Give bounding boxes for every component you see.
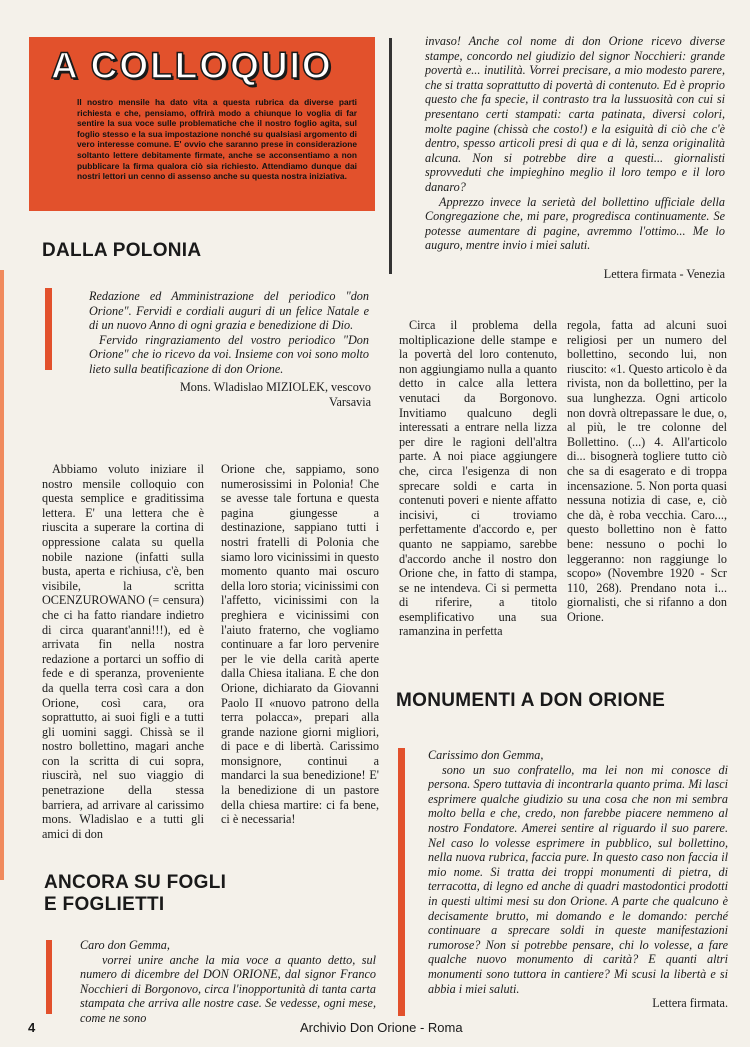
page-number: 4 [28,1020,36,1035]
fogli-letter-continued [425,34,725,253]
monumenti-letter [428,748,728,1011]
polonia-signature [89,380,371,409]
monumenti-salutation: Carissimo don Gemma, [428,748,544,762]
letter-marker-bar [46,940,52,1014]
fogli-reply-col2: regola, fatta ad alcuni suoi religiosi per un numero del bollettino, secondo lui, non riuscito: «1. Questo articolo è da rivista, non da bollettino, per la sua lunghezza. Ogni articolo non dovrà oltrepassare le due, o, al più, le tre colonne del Bollettino. (...) 4. All'articolo di... bisognerà togliere tutto ciò che sa di esagerato e di troppa incensazione. 5. Non porta quasi nessuna notizia di case, e, ciò che dà, è roba vecchia. Caro..., questo bollettino non è fatto bene: nessuno o pochi lo leggeranno: non raggiunge lo scopo» (Novembre 1920 - Scr 110, 268). Prendano nota i... giornalisti, che si rifanno a don Orione. [567,318,727,624]
section-heading-fogli-line2: E FOGLIETTI [44,894,165,915]
rubric-title: A COLLOQUIO [51,45,333,86]
section-heading-fogli-line1: ANCORA SU FOGLI [44,872,227,893]
fogli-letter-start [80,938,376,1026]
section-heading-monumenti: MONUMENTI A DON ORIONE [396,690,666,711]
rubric-header-box [29,37,375,211]
polonia-letter-p2: Fervido ringraziamento del vostro periodico "Don Orione" che io ricevo da voi. Insieme con voi sono molto lieto sulla beatificazione di don Orione. [89,332,369,376]
fogli-letter-cont-p2: Apprezzo invece la serietà del bollettino ufficiale della Congregazione che, mi pare, progredisca continuamente. Se potesse aumentare di pagine, avremmo l'ottimo... Me lo auguro, mentre invio i miei saluti. [425,194,725,253]
polonia-reply-col1: Abbiamo voluto iniziare il nostro mensile colloquio con questa semplice e graditissima lettera. E' una lettera che è riuscita a superare la cortina di oppressione calata su quella nobile nazione (infatti sulla busta, aperta e richiusa, c'è, ben visibile, la scritta OCENZUROWANO (= censura) che ci ha fatto riandare indietro di circa quarant'anni!!!), ed è arrivata fin nella nostra redazione a portarci un soffio di fede e di speranza, proveniente da quella terra così cara a don Orione, così cara, ora soprattutto, ai suoi figli e a tutti gli uomini saggi. Chissà se il nostro bollettino, magari anche con la scritta di cui sopra, riuscirà, nel suo viaggio di penetrazione della stessa barriera, ad arrivare al carissimo mons. Wladislao e a tutti gli amici di don [42,462,204,841]
polonia-letter [89,289,369,377]
page-edge-stripe [0,270,4,880]
fogli-salutation: Caro don Gemma, [80,938,170,952]
polonia-signature-city: Varsavia [329,394,371,409]
polonia-reply-col2: Orione che, sappiamo, sono numerosissimi in Polonia! Che se avesse tale fortuna e questa pagina giungesse a destinazione, sappiano tutti i nostri fratelli di Polonia che siamo loro vicinissimi in questo momento quanto mai oscuro della loro storia; vicinissimi con l'affetto, vicinissimi con la preghiera e vicinissimi con l'aiuto fraterno, che vogliamo continuare a far loro pervenire per le vie della carità aperte dalla Chiesa italiana. E che don Orione, dichiarato da Giovanni Paolo II «nuovo patrono della terra polacca», prepari alla grande nazione giorni migliori, di pace e di libertà. Carissimo monsignore, continui a mandarci la sua benedizione! E' la benedizione di un pastore della chiesa martire: ci fa bene, ci è necessaria! [221,462,379,827]
letter-marker-bar [45,288,52,370]
fogli-reply-col1: Circa il problema della moltiplicazione delle stampe e la povertà del loro contenuto, non aggiungiamo nulla a quanto detto in calce alla lettera venutaci da Borgonovo. Invitiamo qualcuno degli interessati a entrare nella lizza per dire le ragioni dell'altra parte. A noi piace aggiungere che, circa l'esigenza di non sprecare soldi e carta in contenuti poveri e niente affatto incisivi, ci troviamo perfettamente d'accordo e, per quanto ne sappiamo, sarebbe d'accordo anche il nostro don Orione che, in fatto di stampa, se ne intendeva. Ci si permetta di riferire, a titolo esemplificativo una sua ramanzina in perfetta [399,318,557,639]
section-heading-fogli [44,872,226,916]
polonia-signature-name: Mons. Wladislao MIZIOLEK, vescovo [179,380,371,394]
archive-caption: Archivio Don Orione - Roma [300,1020,463,1035]
monumenti-letter-body: sono un suo confratello, ma lei non mi conosce di persona. Spero tuttavia di incontrarla quanto prima. Mi lasci esprimere qualche giudizio su una cosa che non mi sembra molto bella e che, credo, non farebbe piacere nemmeno al nostro Fondatore. Amerei sentire al riguardo il suo parere. Nel caso lo volesse esprimere in pubblico, sul bollettino, nella nuova rubrica, faccia pure. In questo caso non faccia il mio nome. Si tratta dei troppi monumenti di pietra, di terracotta, di legno ed anche di quadri mastodontici prodotti in questi ultimi mesi su don Orione. A parte che qualcuno è decisamente brutto, mi domando e le domando: perché continuare a sprecare soldi in queste manifestazioni rumorose? Non si potrebbe pensare, chi lo volesse, a fare qualche nuovo monumento di carità? E quanti altri monumenti sono tuttora in cantiere? Mi scusi la libertà e si abbia i miei saluti. [428,762,728,996]
rubric-intro: Il nostro mensile ha dato vita a questa rubrica da diverse parti richiesta e che, pensiamo, offrirà modo a chiunque lo voglia di far sentire la sua voce sulle problematiche che il nostro foglio agita, sul foglio stesso e la sua impostazione nonché su qualsiasi argomento di vero interesse comune. E' ovvio che saranno prese in considerazione soltanto lettere debitamente firmate, anche se acconsentiamo a non pubblicare la firma qualora ciò sia richiesto. Attendiamo dunque dai nostri lettori un cenno di assenso anche su questa nostra iniziativa. [77,97,357,182]
fogli-letter-body-start: vorrei unire anche la mia voce a quanto detto, sul numero di dicembre del DON ORIONE, dal signor Franco Nocchieri di Borgonovo, circa l'inopportunità di tanta carta stampata che arriva alle nostre case. Se vedesse, ogni mese, come ne sono [80,952,376,1025]
polonia-letter-p1: Redazione ed Amministrazione del periodico "don Orione". Fervidi e cordiali auguri di un felice Natale e di un nuovo Anno di ogni grazia e benedizione di Dio. [89,289,369,333]
letter-marker-bar [398,748,405,1016]
fogli-letter-cont-p1: invaso! Anche col nome di don Orione ricevo diverse stampe, concordo nel giudizio del signor Nocchieri: grande povertà e... inutilità. Vorrei precisare, a mio modesto parere, che si tratta soprattutto di povertà di contenuto. Ed è proprio questo che fa specie, il contrasto tra la lussuosità con cui si presentano certi stampati: carta patinata, diversi colori, molte pagine (chissà che costo!) e la esiguità di ciò che c'è dentro, spesso articoli presi di qua e di là, senza originalità alcuna. Non si potrebbe dire a questi... giornalisti sprovveduti che impieghino meglio il loro tempo e il loro danaro? [425,34,725,194]
monumenti-signature: Lettera firmata. [652,996,728,1011]
fogli-signature: Lettera firmata - Venezia [603,267,725,281]
column-divider [389,38,392,274]
section-heading-polonia: DALLA POLONIA [42,240,202,261]
